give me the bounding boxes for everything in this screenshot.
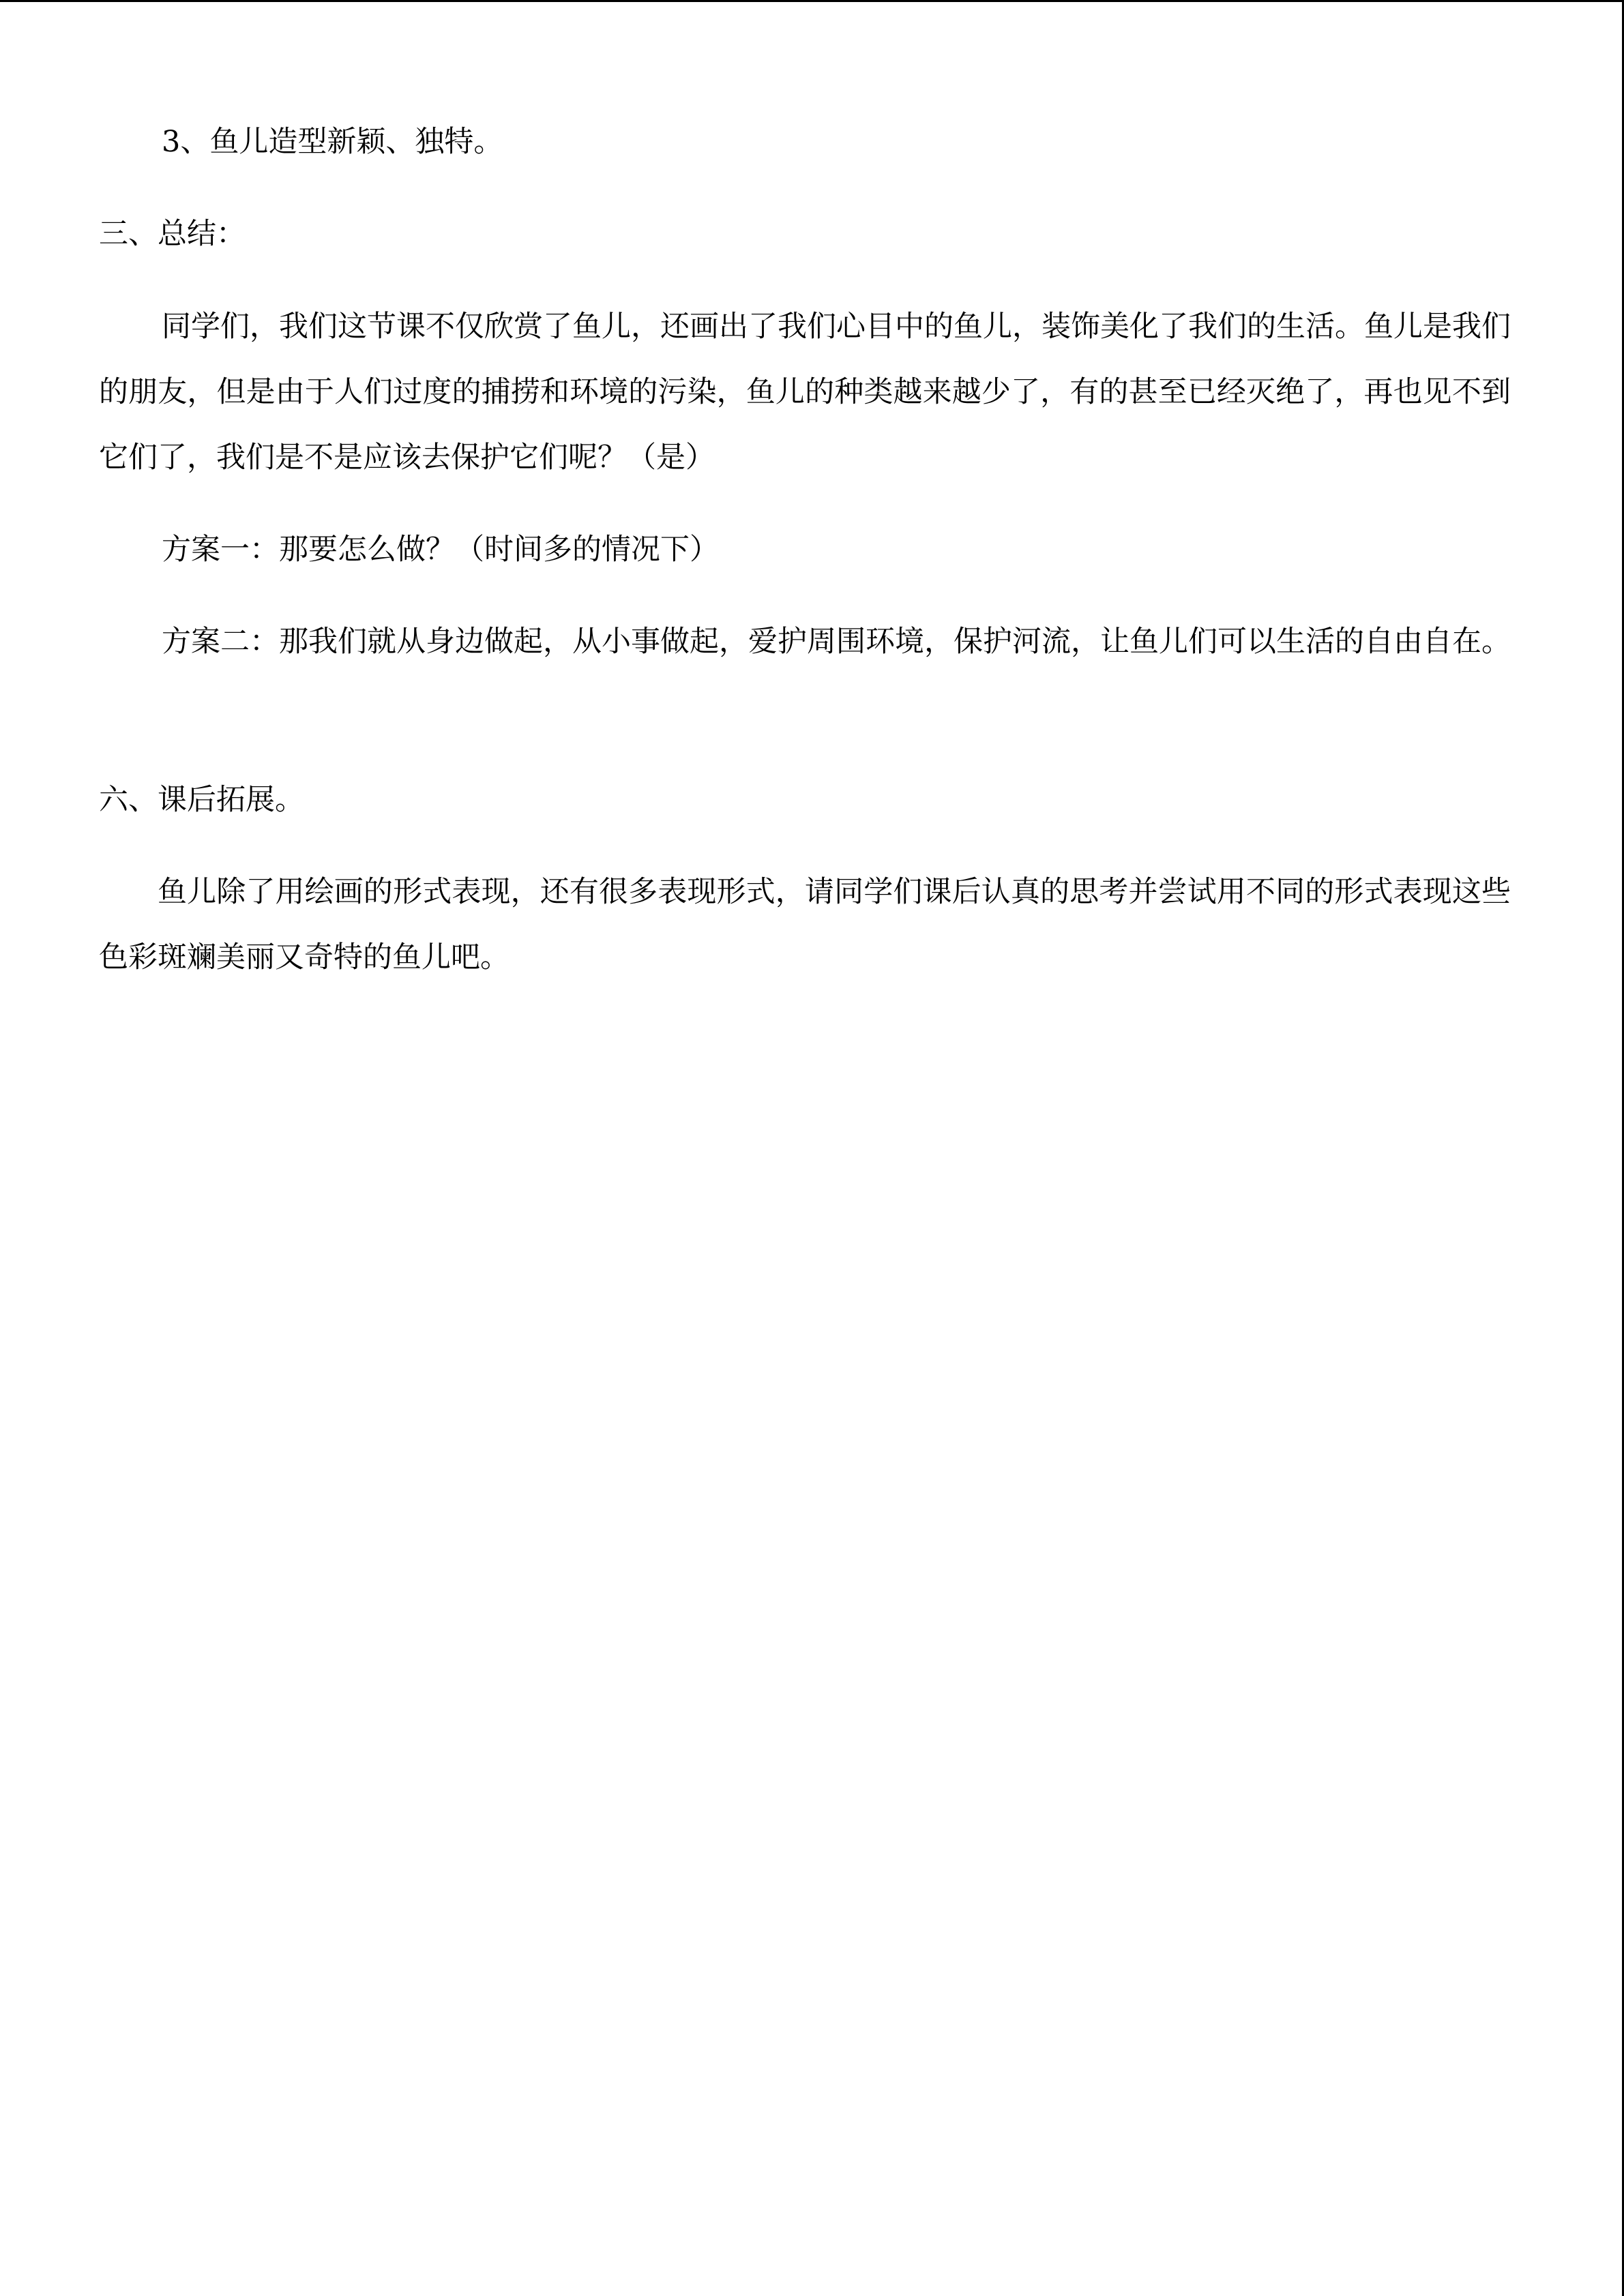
plan-one-paragraph: 方案一：那要怎么做？（时间多的情况下） bbox=[162, 533, 719, 567]
extension-paragraph: 鱼儿除了用绘画的形式表现，还有很多表现形式，请同学们课后认真的思考并尝试用不同的形式表现这些色彩斑斓美丽又奇特的鱼儿吧。 bbox=[99, 875, 1511, 974]
section-heading-summary: 三、总结： bbox=[99, 217, 246, 251]
plan-two-paragraph: 方案二：那我们就从身边做起，从小事做起，爱护周围环境，保护河流，让鱼儿们可以生活的自由自在。 bbox=[162, 625, 1511, 659]
summary-paragraph: 同学们，我们这节课不仅欣赏了鱼儿，还画出了我们心目中的鱼儿，装饰美化了我们的生活。鱼儿是我们的朋友，但是由于人们过度的捕捞和环境的污染，鱼儿的种类越来越少了，有的甚至已经灭绝了，再也见不到它们了，我们是不是应该去保护它们呢？（是） bbox=[99, 310, 1511, 475]
list-item-3: 3、鱼儿造型新颖、独特。 bbox=[162, 125, 503, 159]
section-heading-extension: 六、课后拓展。 bbox=[99, 783, 304, 817]
